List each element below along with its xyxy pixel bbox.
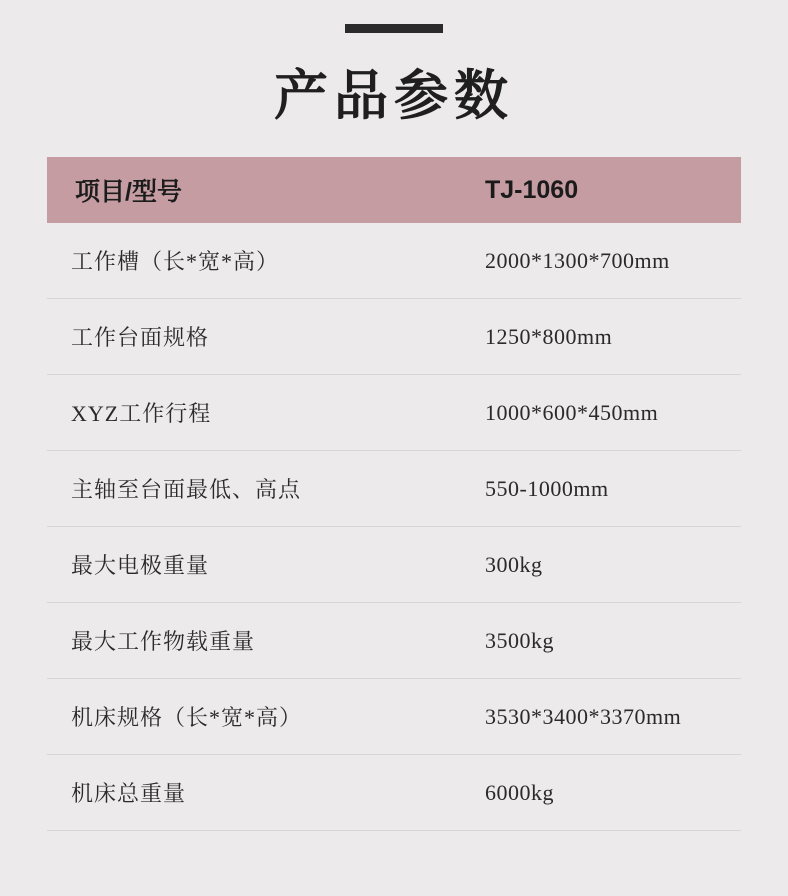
row-value-cell: 3500kg bbox=[477, 603, 741, 679]
row-label-cell: XYZ工作行程 bbox=[47, 375, 477, 451]
table-header-row bbox=[47, 157, 741, 223]
table-row bbox=[47, 755, 741, 831]
row-value-cell: 300kg bbox=[477, 527, 741, 603]
header-value-cell: TJ-1060 bbox=[477, 157, 741, 223]
table-row bbox=[47, 375, 741, 451]
table-row bbox=[47, 451, 741, 527]
row-label-cell: 工作台面规格 bbox=[47, 299, 477, 375]
table-row bbox=[47, 527, 741, 603]
row-value-cell: 6000kg bbox=[477, 755, 741, 831]
row-label-cell: 最大工作物载重量 bbox=[47, 603, 477, 679]
row-value-cell: 550-1000mm bbox=[477, 451, 741, 527]
row-label-cell: 机床规格（长*宽*高） bbox=[47, 679, 477, 755]
table-row bbox=[47, 223, 741, 299]
product-spec-page bbox=[0, 24, 788, 896]
row-value-cell: 1000*600*450mm bbox=[477, 375, 741, 451]
header-label-cell: 项目/型号 bbox=[47, 157, 477, 223]
row-label-cell: 主轴至台面最低、高点 bbox=[47, 451, 477, 527]
table-row bbox=[47, 679, 741, 755]
row-label-cell: 最大电极重量 bbox=[47, 527, 477, 603]
row-label-cell: 机床总重量 bbox=[47, 755, 477, 831]
table-row bbox=[47, 603, 741, 679]
row-label-cell: 工作槽（长*宽*高） bbox=[47, 223, 477, 299]
specification-table bbox=[47, 157, 741, 831]
title-rule-decoration bbox=[345, 24, 443, 33]
row-value-cell: 2000*1300*700mm bbox=[477, 223, 741, 299]
row-value-cell: 3530*3400*3370mm bbox=[477, 679, 741, 755]
table-row bbox=[47, 299, 741, 375]
page-title: 产品参数 bbox=[274, 66, 514, 126]
row-value-cell: 1250*800mm bbox=[477, 299, 741, 375]
